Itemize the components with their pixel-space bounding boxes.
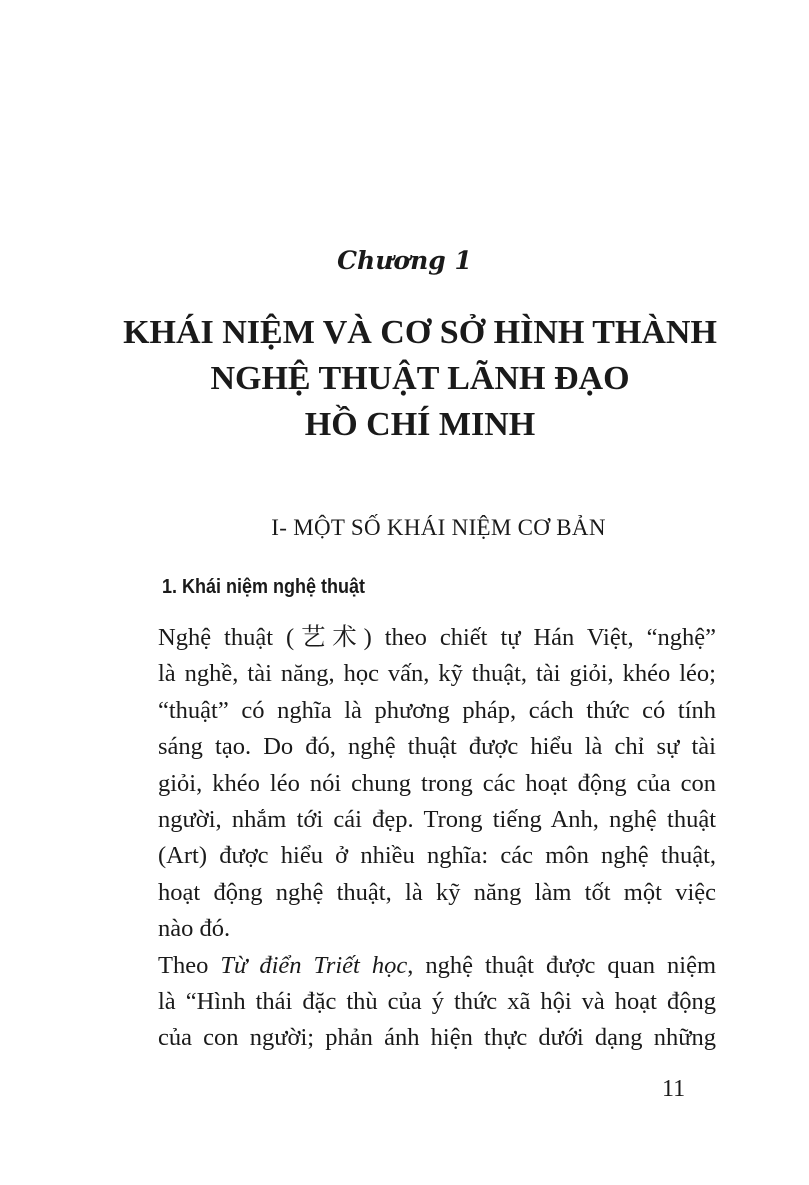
body-text [158,620,716,1057]
text-line: là “Hình thái đặc thù của ý thức xã hội và hoạt động [158,988,716,1016]
text-line: hoạt động nghệ thuật, là kỹ năng làm tốt một việc [158,878,716,906]
text-line: nào đó. [158,915,231,943]
paragraph-2 [158,948,716,1057]
text-line: “thuật” có nghĩa là phương pháp, cách thức có tính [158,696,716,724]
text-run: Theo [158,951,221,979]
text-run: , nghệ thuật được quan niệm [407,951,716,979]
book-title-italic: Từ điển Triết học [220,951,408,979]
text-line: Nghệ thuật (艺术) theo chiết tự Hán Việt, “nghệ” [158,624,716,651]
text-line: của con người; phản ánh hiện thực dưới dạng những [158,1024,716,1052]
text-line: giỏi, khéo léo nói chung trong các hoạt động của con [158,769,716,797]
text-line: sáng tạo. Do đó, nghệ thuật được hiểu là chỉ sự tài [158,733,716,761]
page-number: 11 [662,1076,686,1102]
chapter-title-line-2: NGHỆ THUẬT LÃNH ĐẠO [210,360,630,397]
chapter-title [0,310,809,448]
text-line: người, nhắm tới cái đẹp. Trong tiếng Anh, nghệ thuật [158,806,716,834]
chapter-title-line-3: HỒ CHÍ MINH [304,406,536,443]
text-line: (Art) được hiểu ở nhiều nghĩa: các môn nghệ thuật, [158,842,716,870]
text-line [158,948,716,984]
section-title: I- MỘT SỐ KHÁI NIỆM CƠ BẢN [271,515,606,540]
text-line: là nghề, tài năng, học vấn, kỹ thuật, tài giỏi, khéo léo; [158,660,716,688]
chapter-title-line-1: KHÁI NIỆM VÀ CƠ SỞ HÌNH THÀNH [123,314,717,351]
chapter-label: Chương 1 [337,246,472,275]
paragraph-1 [158,620,716,948]
subsection-title: 1. Khái niệm nghệ thuật [162,576,366,598]
